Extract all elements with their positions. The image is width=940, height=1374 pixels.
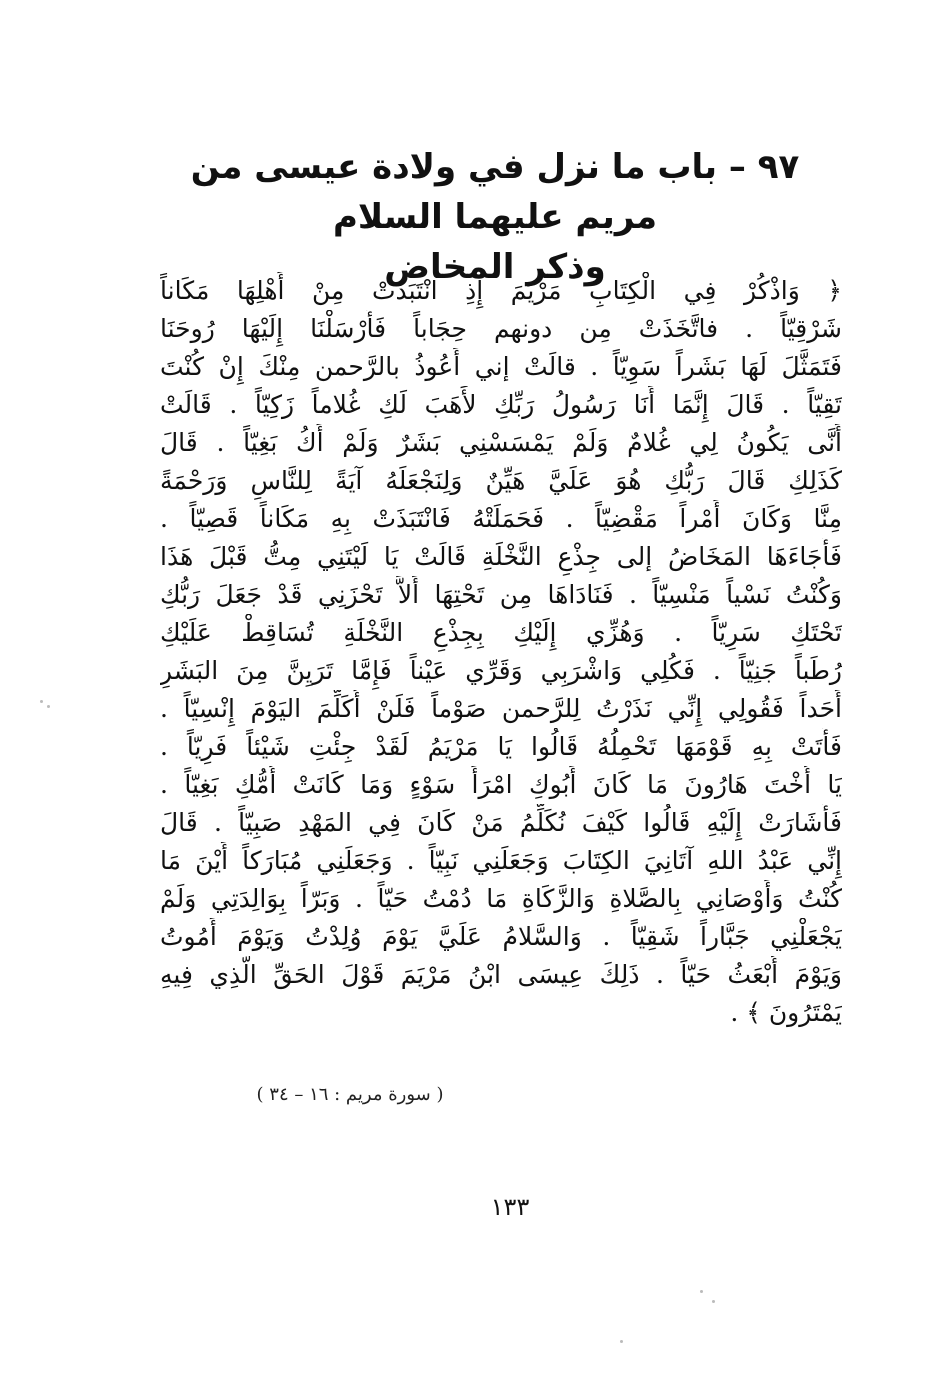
passage-line: فَأَتَتْ بِهِ قَوْمَهَا تَحْمِلُهُ قَالُوا يَا مَرْيَمُ لَقَدْ جِئْتِ شَيْئاً فَرِيّاً . (160, 732, 842, 761)
passage-line: وَيَوْمَ أُبْعَثُ حَيّاً . ذَلِكَ عِيسَى ابْنُ مَرْيَمَ قَوْلَ الحَقِّ الَّذِي فِيهِ (160, 960, 842, 989)
surah-reference: ( سورة مريم : ١٦ – ٣٤ ) (256, 1084, 444, 1105)
scan-speck (40, 700, 43, 703)
passage-line: تَقِيّاً . قَالَ إِنَّمَا أَنَا رَسُولُ رَبِّكِ لأَهَبَ لَكِ غُلاماً زَكِيّاً . قَالَتْ (160, 390, 842, 419)
scan-speck (712, 1300, 715, 1303)
scan-speck (620, 1340, 623, 1343)
chapter-heading-line: وذكر المخاض (384, 247, 606, 287)
passage-line: فَأَشَارَتْ إِلَيْهِ قَالُوا كَيْفَ نُكَلِّمُ مَنْ كَانَ فِي المَهْدِ صَبِيّاً . قَالَ (160, 808, 842, 837)
passage-line: وَكُنْتُ نَسْياً مَنْسِيّاً . فَنَادَاهَا مِن تَحْتِهَا أَلاَّ تَحْزَنِي قَدْ جَعَلَ رَبُّكِ (160, 580, 842, 609)
quran-passage (160, 272, 842, 1032)
passage-line: كُنْتُ وَأَوْصَانِي بِالصَّلاةِ وَالزَّكَاةِ مَا دُمْتُ حَيّاً . وَبَرّاً بِوَالِدَتِي وَلَمْ (160, 884, 842, 913)
passage-line: يَمْتَرُونَ ﴾ . (730, 998, 842, 1027)
page-number: ١٣٣ (490, 1193, 530, 1221)
passage-line: يَجْعَلْنِي جَبَّاراً شَقِيّاً . وَالسَّلامُ عَلَيَّ يَوْمَ وُلِدْتُ وَيَوْمَ أَمُوتُ (160, 922, 842, 951)
chapter-heading-line: ٩٧ – باب ما نزل في ولادة عيسى من مريم عليهما السلام (190, 147, 800, 237)
passage-line: فَتَمَثَّلَ لَهَا بَشَراً سَوِيّاً . قالَتْ إني أَعُوذُ بالرَّحمن مِنْكَ إِنْ كُنْتَ (160, 352, 842, 381)
passage-line: مِنَّا وَكَانَ أَمْراً مَقْضِيّاً . فَحَمَلَتْهُ فَانْتَبَذَتْ بِهِ مَكَاناً قَصِيّاً . (160, 504, 842, 533)
passage-line: رُطَباً جَنِيّاً . فَكُلِي وَاشْرَبِي وَقَرِّي عَيْناً فَإِمَّا تَرَيِنَّ مِنَ البَشَرِ (160, 656, 842, 685)
passage-line: فَأَجَاءَهَا المَخَاضُ إلى جِذْعِ النَّخْلَةِ قَالَتْ يَا لَيْتَنِي مِتُّ قَبْلَ هَذَا (160, 542, 842, 571)
passage-line: يَا أُخْتَ هَارُونَ مَا كَانَ أَبُوكِ امْرَأَ سَوْءٍ وَمَا كَانَتْ أُمُّكِ بَغِيّاً . (160, 770, 842, 799)
passage-line: كَذَلِكِ قَالَ رَبُّكِ هُوَ عَلَيَّ هَيِّنٌ وَلِنَجْعَلَهُ آيَةً لِلنَّاسِ وَرَحْمَةً (160, 466, 842, 495)
passage-line: إِنِّي عَبْدُ اللهِ آتَانِيَ الكِتَابَ وَجَعَلَنِي نَبِيّاً . وَجَعَلَنِي مُبَارَكاً أَيْنَ مَا (160, 846, 842, 875)
passage-line: أَنَّى يَكُونُ لِي غُلامٌ وَلَمْ يَمْسَسْنِي بَشَرٌ وَلَمْ أَكُ بَغِيّاً . قَالَ (160, 428, 842, 457)
passage-line: أَحَداً فَقُولِي إِنِّي نَذَرْتُ لِلرَّحمن صَوْماً فَلَنْ أُكَلِّمَ اليَوْمَ إِنْسِيّاً . (160, 694, 842, 723)
passage-line: ﴿ وَاذْكُرْ فِي الْكِتَابِ مَرْيَمَ إِذِ انْتَبَذَتْ مِنْ أَهْلِهَا مَكَاناً (160, 276, 842, 305)
passage-line: شَرْقِيّاً . فاتَّخَذَتْ مِن دونهم حِجَاباً فَأَرْسَلْنَا إِلَيْهَا رُوحَنَا (160, 314, 842, 343)
scan-speck (47, 705, 50, 708)
passage-line: تَحْتَكِ سَرِيّاً . وَهُزِّي إِلَيْكِ بِجِذْعِ النَّخْلَةِ تُسَاقِطْ عَلَيْكِ (160, 618, 842, 647)
chapter-heading (150, 142, 840, 292)
scan-speck (700, 1290, 703, 1293)
